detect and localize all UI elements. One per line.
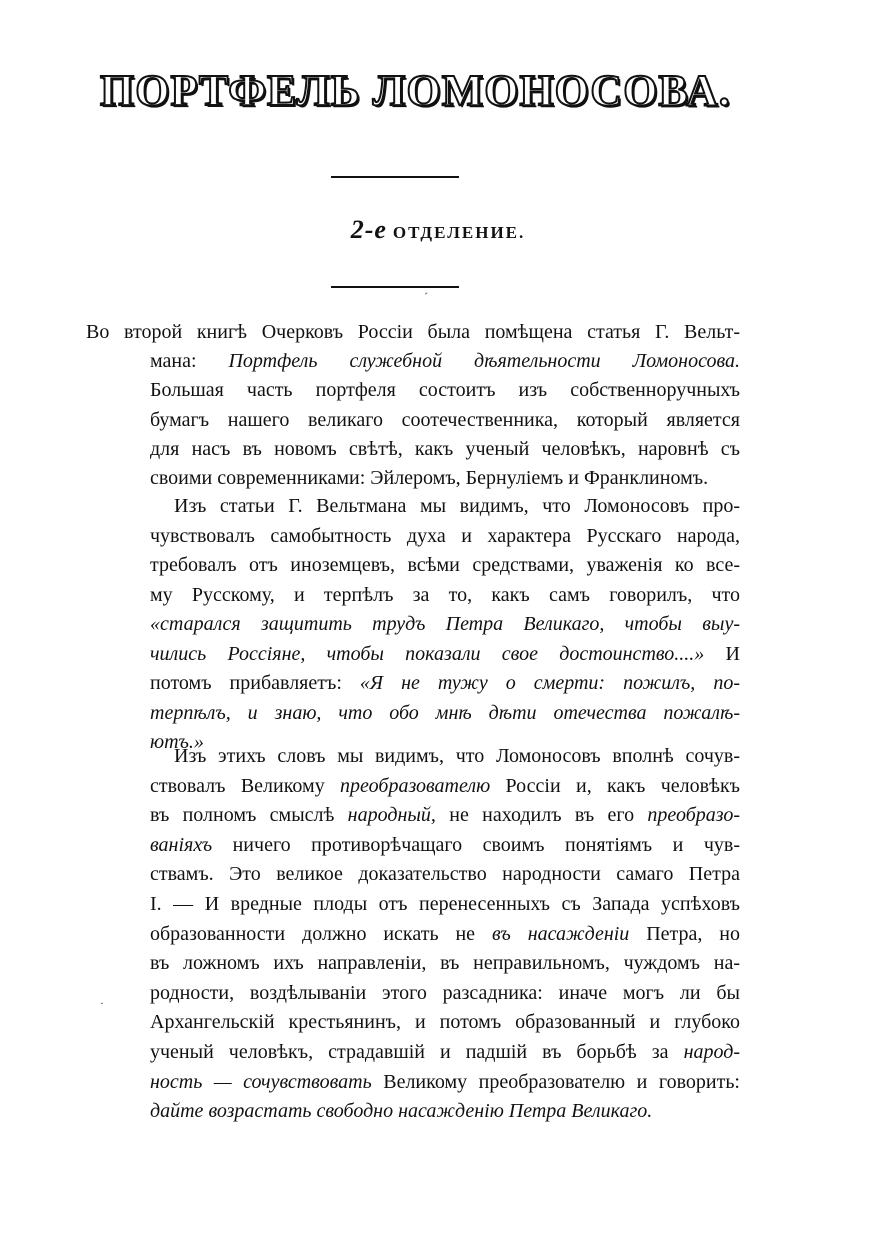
text-line xyxy=(150,979,740,1007)
line-text: Россіи и, какъ человѣкъ xyxy=(490,775,741,797)
line-text: ствамъ. Это великое доказательство народности самаго Петра xyxy=(150,863,740,885)
print-speck: · xyxy=(100,996,104,1010)
text-line xyxy=(150,610,740,638)
line-text: му Русскому, и терпѣлъ за то, какъ самъ говорилъ, что xyxy=(150,584,740,606)
text-line xyxy=(150,949,740,977)
text-line xyxy=(150,551,740,579)
text-line xyxy=(150,581,740,609)
line-text: образованности должно искать не xyxy=(150,923,492,945)
line-text: Изъ статьи Г. Вельтмана мы видимъ, что Ломоносовъ про- xyxy=(174,495,740,517)
text-line xyxy=(150,376,740,404)
section-heading xyxy=(0,215,876,248)
text-line xyxy=(150,1068,740,1096)
italic-text: народ- xyxy=(683,1041,740,1063)
text-line xyxy=(150,1008,740,1036)
line-text: бумагъ нашего великаго соотечественника, который является xyxy=(150,409,740,431)
italic-text: чились Россіяне, чтобы показали свое достоинство....» xyxy=(150,643,705,665)
text-line xyxy=(150,406,740,434)
line-text: Петра, но xyxy=(629,923,741,945)
italic-text: народный, xyxy=(347,804,436,826)
text-line xyxy=(150,772,740,800)
text-line xyxy=(86,318,740,346)
text-line xyxy=(150,669,740,697)
line-text: потомъ прибавляетъ: xyxy=(150,672,360,694)
line-text: чувствовалъ самобытность духа и характера Русскаго народа, xyxy=(150,525,740,547)
italic-text: терпѣлъ, и знаю, что обо мнѣ дѣти отечества пожалѣ- xyxy=(150,702,740,724)
text-line xyxy=(150,920,740,948)
italic-text: преобразователю xyxy=(340,775,491,797)
line-text: Во второй книгѣ Очерковъ Россіи была помѣщена статья Г. Вельт- xyxy=(86,321,740,343)
line-text: не находилъ въ его xyxy=(435,804,648,826)
title-divider xyxy=(331,176,459,178)
text-line xyxy=(150,347,740,375)
text-line xyxy=(150,890,740,918)
line-text: ствовалъ Великому xyxy=(150,775,341,797)
line-text: своими современниками: Эйлеромъ, Бернуліемъ и Франклиномъ. xyxy=(150,467,709,489)
italic-text: «Я не тужу о смерти: пожилъ, по- xyxy=(359,672,740,694)
text-line xyxy=(150,1097,740,1125)
italic-text: преобразо- xyxy=(647,804,740,826)
text-line xyxy=(150,464,740,492)
text-line xyxy=(150,831,740,859)
section-word: ОТДЕЛЕНИЕ. xyxy=(392,223,526,242)
text-line xyxy=(150,522,740,550)
print-speck: ˊ xyxy=(424,290,428,304)
line-text: родности, воздѣлываніи этого разсадника: иначе могъ ли бы xyxy=(150,982,740,1004)
italic-text: дайте возрастать свободно насажденію Петра Великаго. xyxy=(150,1100,653,1122)
line-text: Архангельскій крестьянинъ, и потомъ образованный и глубоко xyxy=(150,1011,740,1033)
text-line xyxy=(174,742,740,770)
section-divider xyxy=(331,286,459,288)
line-text: Большая часть портфеля состоитъ изъ собственноручныхъ xyxy=(150,379,740,401)
text-line xyxy=(150,1038,740,1066)
text-line xyxy=(150,640,740,668)
line-text: въ полномъ смыслѣ xyxy=(150,804,348,826)
italic-text: ваніяхъ xyxy=(150,834,213,856)
italic-text: Портфель служебной дѣятельности Ломоносова. xyxy=(228,350,740,372)
line-text: I. — И вредные плоды отъ перенесенныхъ съ Запада успѣховъ xyxy=(150,893,740,915)
section-number: 2-е xyxy=(350,215,387,244)
italic-text: «старался защитить трудъ Петра Великаго, чтобы выу- xyxy=(150,613,740,635)
text-line xyxy=(150,435,740,463)
italic-text: ность — сочувствовать xyxy=(150,1071,372,1093)
line-text: въ ложномъ ихъ направленіи, въ неправильномъ, чуждомъ на- xyxy=(150,952,740,974)
italic-text: въ насажденіи xyxy=(491,923,630,945)
text-line xyxy=(150,801,740,829)
italic-text: ютъ.» xyxy=(150,731,204,753)
line-text: Изъ этихъ словъ мы видимъ, что Ломоносовъ вполнѣ сочув- xyxy=(174,745,740,767)
line-text: требовалъ отъ иноземцевъ, всѣми средствами, уваженія ко все- xyxy=(150,554,740,576)
line-text: ученый человѣкъ, страдавшій и падшій въ борьбѣ за xyxy=(150,1041,684,1063)
text-line xyxy=(150,699,740,727)
line-text: мана: xyxy=(150,350,229,372)
line-text: И xyxy=(704,643,740,665)
line-text: ничего противорѣчащаго своимъ понятіямъ и чув- xyxy=(212,834,740,856)
line-text: для насъ въ новомъ свѣтѣ, какъ ученый человѣкъ, наровнѣ съ xyxy=(150,438,740,460)
text-line xyxy=(150,860,740,888)
page-title: ПОРТФЕЛЬ ЛОМОНОСОВА. xyxy=(100,66,731,115)
text-line xyxy=(174,492,740,520)
line-text: Великому преобразователю и говорить: xyxy=(371,1071,740,1093)
